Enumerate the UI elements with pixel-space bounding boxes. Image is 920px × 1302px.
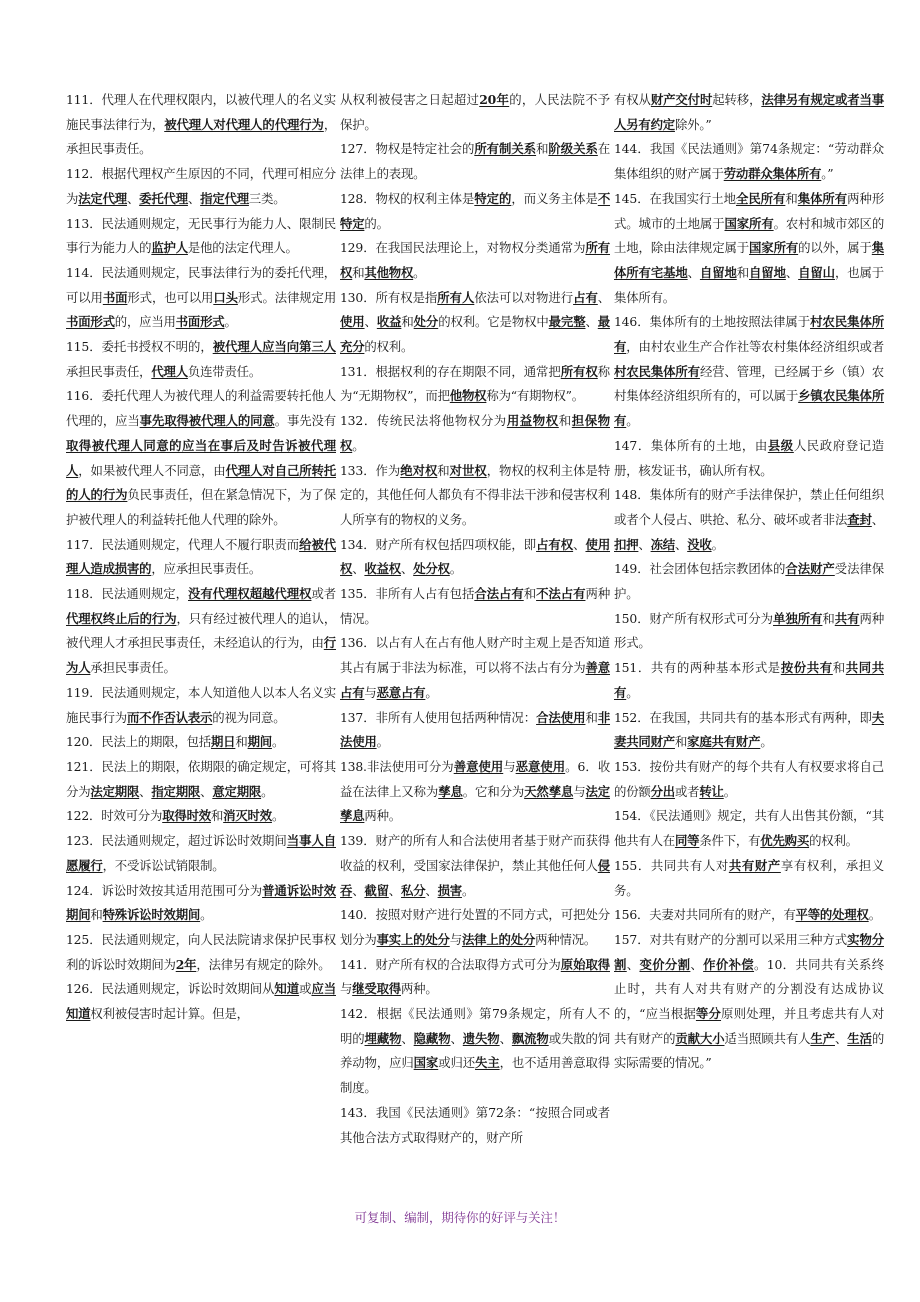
paragraph: 131．根据权利的存在期限不同，通常把所有权称为“无期物权”，而把他物权称为“有期物权”。	[340, 363, 610, 404]
key-term: 恶意使用	[515, 758, 566, 774]
paragraph: 144．我国《民法通则》第74条规定：“劳动群众集体组织的财产属于劳动群众集体所有。”	[614, 141, 884, 182]
paragraph: 154．《民法通则》规定，共有人出售其份额，“其他共有人在同等条件下，有优先购买的权利。	[614, 808, 884, 849]
key-term: 阶级关系	[548, 141, 598, 157]
key-term: 生产	[810, 1030, 835, 1046]
key-term: 冻结	[650, 536, 675, 552]
key-term: 共有	[834, 610, 860, 626]
key-term: 使用权	[340, 536, 611, 577]
key-term: 绝对权	[400, 462, 438, 478]
key-term: 取得时效	[162, 808, 211, 824]
paragraph: 143．我国《民法通则》第72条：“按照合同或者其他合法方式取得财产的，财产所	[340, 1104, 610, 1145]
key-term: 特定的	[474, 190, 512, 206]
key-term: 收益	[376, 314, 402, 330]
paragraph: 有权从财产交付时起转移，法律另有规定或者当事人另有约定除外。”	[614, 92, 885, 132]
paragraph: 141．财产所有权的合法取得方式可分为原始取得与继受取得两种。	[340, 956, 610, 997]
key-term: 全民所有	[735, 190, 786, 206]
key-term: 隐藏物	[413, 1030, 451, 1046]
key-term: 行为人	[66, 635, 336, 676]
key-term: 被代理人应当向第三人	[212, 339, 336, 355]
key-term: 担保物权	[340, 413, 610, 453]
paragraph: 123．民法通则规定，超过诉讼时效期间当事人自愿履行，不受诉讼试销限制。	[66, 833, 336, 873]
key-term: 用益物权	[506, 413, 559, 429]
paragraph: 114．民法通则规定，民事法律行为的委托代理，可以用书面形式，也可以用口头形式。法律规定用书面形式的，应当用书面形式。	[66, 264, 337, 330]
key-term: 县级	[767, 437, 794, 453]
paragraph: 133．作为绝对权和对世权，物权的权利主体是特定的，其他任何人都负有不得非法干涉和侵害权利人所享有的物权的义务。	[340, 462, 611, 527]
text-column-2	[340, 88, 610, 1150]
key-term: 法律另有规定或者当事人另有约定	[614, 92, 885, 132]
paragraph: 136．以占有人在占有他人财产时主观上是否知道其占有属于非法为标准，可以将不法占有分为善意占有与恶意占有。	[340, 635, 610, 700]
paragraph: 157．对共有财产的分割可以采用三种方式实物分割、变价分割、作价补偿。10．共同共有关系终止时，共有人对共有财产的分割没有达成协议的，“应当根据等分原则处理，并且考虑共有人对共有财产的贡献大小适当照顾共有人生产、生活的实际需要的情况。”	[614, 931, 885, 1071]
key-term: 占有	[573, 289, 598, 305]
key-term: 合法财产	[785, 561, 835, 577]
key-term: 侵吞	[340, 857, 610, 898]
key-term: 意定期限	[212, 783, 262, 799]
key-term: 使用	[340, 314, 365, 330]
key-term: 书面形式	[66, 314, 115, 330]
key-term: 集体所有	[797, 190, 848, 206]
key-term: 法定孳息	[340, 783, 610, 824]
key-term: 继受取得	[352, 981, 401, 997]
paragraph: 127．物权是特定社会的所有制关系和阶级关系在法律上的表现。	[340, 141, 611, 182]
key-term: 应当知道	[66, 981, 336, 1022]
key-term: 普通诉讼时效期间	[66, 882, 336, 923]
paragraph: 132．传统民法将他物权分为用益物权和担保物权。	[340, 413, 610, 453]
paragraph: 125．民法通则规定，向人民法院请求保护民事权利的诉讼时效期间为2年，法律另有规定的除外。	[66, 931, 336, 972]
key-term: 截留	[364, 882, 389, 898]
key-term: 恶意占有	[376, 684, 426, 700]
key-term: 不法占有	[536, 586, 586, 602]
key-term: 善意占有	[340, 660, 610, 700]
paragraph: 151．共有的两种基本形式是按份共有和共同共有。	[614, 660, 884, 700]
key-term: 损害	[437, 882, 462, 898]
key-term: 家庭共有财产	[687, 734, 761, 750]
key-term: 等分	[695, 1006, 722, 1022]
key-term: 知道	[274, 981, 300, 997]
key-term: 合法占有	[474, 586, 524, 602]
key-term: 按份共有	[780, 660, 833, 676]
key-term: 期日	[210, 734, 236, 750]
paragraph: 139．财产的所有人和合法使用者基于财产而获得收益的权利，受国家法律保护，禁止其他任何人侵吞、截留、私分、损害。	[340, 833, 610, 898]
key-term: 原始取得	[560, 956, 610, 972]
paragraph: 155．共同共有人对共有财产享有权利，承担义务。	[614, 857, 885, 898]
paragraph: 147．集体所有的土地，由县级人民政府登记造册，核发证书，确认所有权。	[614, 437, 884, 478]
key-term: 善意使用	[453, 758, 504, 774]
key-term: 遗失物	[462, 1030, 500, 1046]
paragraph: 153．按份共有财产的每个共有人有权要求将自己的份额分出或者转让。	[614, 758, 884, 799]
key-term: 20年	[479, 92, 510, 107]
key-term: 实物分割	[614, 931, 884, 972]
paragraph: 121．民法上的期限，依期限的确定规定，可将其分为法定期限、指定期限、意定期限。	[66, 758, 336, 799]
key-term: 私分	[401, 882, 426, 898]
key-term: 共有财产	[728, 857, 781, 873]
key-term: 法定期限	[90, 783, 140, 799]
paragraph: 156．夫妻对共同所有的财产，有平等的处理权。	[614, 907, 881, 923]
key-term: 指定期限	[151, 783, 201, 799]
paragraph: 129．在我国民法理论上，对物权分类通常为所有权和其他物权。	[340, 240, 610, 280]
paragraph: 116．委托代理人为被代理人的利益需要转托他人代理的，应当事先取得被代理人的同意。事先没有取得被代理人同意的应当在事后及时告诉被代理人，如果被代理人不同意，由代理人对自己所转托的人的行为负民事责任，但在紧急情况下，为了保护被代理人的利益转托他人代理的除外。	[66, 388, 337, 527]
key-term: 2年	[175, 956, 197, 972]
paragraph: 119．民法通则规定，本人知道他人以本人名义实施民事行为而不作否认表示的视为同意。	[66, 684, 336, 725]
key-term: 所有制关系	[474, 141, 537, 157]
paragraph: 124．诉讼时效按其适用范围可分为普通诉讼时效期间和特殊诉讼时效期间。	[66, 882, 336, 923]
key-term: 分出	[650, 783, 675, 799]
key-term: 被代理人对代理人的代理行为	[164, 116, 324, 132]
key-term: 代理人对自己所转托的人的行为	[66, 462, 336, 503]
key-term: 天然孳息	[524, 783, 574, 799]
key-term: 优先购买	[760, 833, 810, 849]
paragraph: 118．民法通则规定，没有代理权超越代理权或者代理权终止后的行为，只有经过被代理人的追认，被代理人才承担民事责任，未经追认的行为，由行为人承担民事责任。	[66, 586, 337, 676]
key-term: 生活	[847, 1030, 872, 1046]
key-term: 村农民集体所有	[614, 363, 700, 379]
paragraph: 120．民法上的期限，包括期日和期间。	[66, 734, 285, 750]
key-term: 取得被代理人同意的应当在事后及时告诉被代理人	[66, 437, 336, 478]
paragraph: 122．时效可分为取得时效和消灭时效。	[66, 808, 285, 824]
key-term: 国家所有	[724, 215, 774, 231]
key-term: 没有代理权超越代理权	[187, 586, 312, 602]
key-term: 同等	[674, 833, 700, 849]
key-term: 自留地	[749, 264, 786, 280]
key-term: 期间	[247, 734, 272, 750]
key-term: 口头	[213, 289, 238, 305]
key-term: 所有权	[560, 363, 598, 379]
key-term: 消灭时效	[223, 808, 272, 824]
key-term: 自留地	[699, 264, 737, 280]
key-term: 自留山	[798, 264, 835, 280]
key-term: 对世权	[449, 462, 487, 478]
key-term: 平等的处理权	[795, 907, 869, 923]
key-term: 孳息	[438, 783, 463, 799]
paragraph: 135．非所有人占有包括合法占有和不法占有两种情况。	[340, 586, 611, 626]
paragraph: 130．所有权是指所有人依法可以对物进行占有、使用、收益和处分的权利。它是物权中最完整、最充分的权利。	[340, 289, 610, 355]
key-term: 指定代理	[200, 190, 249, 206]
key-term: 最完整	[548, 314, 586, 330]
paragraph: 146．集体所有的土地按照法律属于村农民集体所有，由村农业生产合作社等农村集体经济组织或者村农民集体所有经营、管理，已经属于乡（镇）农村集体经济组织所有的，可以属于乡镇农民集体所有。	[614, 314, 885, 429]
paragraph: 145．在我国实行土地全民所有和集体所有两种形式。城市的土地属于国家所有。农村和城市郊区的土地，除由法律规定属于国家所有的以外，属于集体所有宅基地、自留地和自留地、自留山，也属于集体所有。	[614, 190, 885, 305]
key-term: 代理权终止后的行为	[66, 610, 177, 626]
paragraph: 137．非所有人使用包括两种情况：合法使用和非法使用。	[340, 709, 611, 750]
key-term: 单独所有	[773, 610, 823, 626]
key-term: 所有人	[437, 289, 475, 305]
paragraph: 115．委托书授权不明的，被代理人应当向第三人承担民事责任，代理人负连带责任。	[66, 339, 336, 379]
paragraph: 150．财产所有权形式可分为单独所有和共有两种形式。	[614, 610, 885, 651]
key-term: 扣押	[614, 536, 639, 552]
paragraph: 142．根据《民法通则》第79条规定，所有人不明的埋藏物、隐藏物、遗失物、飘流物或失散的饲养动物，应归国家或归还失主，也不适用善意取得制度。	[340, 1006, 610, 1096]
paragraph: 111．代理人在代理权限内，以被代理人的名义实施民事法律行为，被代理人对代理人的代理行为，承担民事责任。	[66, 92, 337, 157]
key-term: 法定代理	[78, 190, 127, 206]
key-term: 给被代理人造成损害的	[66, 536, 336, 577]
key-term: 变价分割	[639, 956, 691, 972]
key-term: 没收	[687, 536, 712, 552]
key-term: 法律上的处分	[461, 931, 536, 947]
key-term: 飘流物	[511, 1030, 549, 1046]
key-term: 处分	[413, 314, 439, 330]
key-term: 所有权	[340, 240, 610, 280]
key-term: 处分权	[413, 561, 450, 577]
key-term: 转让	[699, 783, 724, 799]
paragraph: 117．民法通则规定，代理人不履行职责而给被代理人造成损害的，应承担民事责任。	[66, 536, 336, 577]
paragraph: 140．按照对财产进行处置的不同方式，可把处分划分为事实上的处分与法律上的处分两种情况。	[340, 907, 610, 947]
paragraph: 126．民法通则规定，诉讼时效期间从知道或应当知道权利被侵害时起计算。但是，	[66, 981, 336, 1022]
key-term: 监护人	[151, 240, 188, 256]
key-term: 夫妻共同财产	[614, 709, 884, 750]
key-term: 当事人自愿履行	[66, 833, 336, 873]
key-term: 查封	[847, 511, 872, 527]
key-term: 乡镇农民集体所有	[614, 388, 885, 429]
key-term: 失主	[475, 1055, 500, 1071]
key-term: 代理人	[151, 363, 188, 379]
paragraph: 148．集体所有的财产手法律保护，禁止任何组织或者个人侵占、哄抢、私分、破坏或者非法查封、扣押、冻结、没收。	[614, 487, 884, 552]
key-term: 事先取得被代理人的同意	[139, 413, 275, 429]
key-term: 特殊诉讼时效期间	[102, 907, 201, 923]
paragraph: 134．财产所有权包括四项权能，即占有权、使用权、收益权、处分权。	[340, 536, 611, 577]
key-term: 国家	[413, 1055, 439, 1071]
key-term: 国家所有	[749, 240, 799, 256]
paragraph: 从权利被侵害之日起超过20年的，人民法院不予保护。	[340, 92, 610, 132]
key-term: 委托代理	[139, 190, 188, 206]
key-term: 收益权	[364, 561, 401, 577]
key-term: 财产交付时	[650, 92, 713, 107]
key-term: 劳动群众集体所有	[723, 166, 822, 182]
footer-note: 可复制、编制，期待你的好评与关注！	[354, 1210, 566, 1225]
paragraph: 138.非法使用可分为善意使用与恶意使用。6．收益在法律上又称为孳息。它和分为天然孳息与法定孳息两种。	[340, 758, 611, 824]
key-term: 村农民集体所有	[614, 314, 884, 355]
paragraph: 128．物权的权利主体是特定的，而义务主体是不特定的。	[340, 190, 611, 231]
key-term: 最充分	[340, 314, 610, 355]
key-term: 不特定	[340, 190, 611, 231]
key-term: 其他物权	[364, 264, 414, 280]
key-term: 书面	[102, 289, 128, 305]
text-column-1	[66, 88, 336, 1027]
paragraph: 152．在我国，共同共有的基本形式有两种，即夫妻共同财产和家庭共有财产。	[614, 709, 884, 750]
text-column-3	[614, 88, 884, 1076]
key-term: 而不作否认表示	[126, 709, 213, 725]
key-term: 非法使用	[340, 709, 611, 750]
paragraph: 113．民法通则规定，无民事行为能力人、限制民事行为能力人的监护人是他的法定代理人。	[66, 215, 336, 256]
paragraph: 112．根据代理权产生原因的不同，代理可相应分为法定代理、委托代理、指定代理三类。	[66, 166, 336, 206]
key-term: 合法使用	[536, 709, 586, 725]
key-term: 书面形式	[175, 314, 225, 330]
key-term: 事实上的处分	[376, 931, 450, 947]
key-term: 占有权	[536, 536, 574, 552]
key-term: 共同共有	[614, 660, 884, 700]
key-term: 作价补偿	[703, 956, 755, 972]
key-term: 集体所有宅基地	[614, 240, 884, 280]
key-term: 埋藏物	[364, 1030, 402, 1046]
paragraph: 149．社会团体包括宗教团体的合法财产受法律保护。	[614, 561, 884, 602]
key-term: 贡献大小	[675, 1030, 725, 1046]
key-term: 他物权	[449, 388, 487, 404]
